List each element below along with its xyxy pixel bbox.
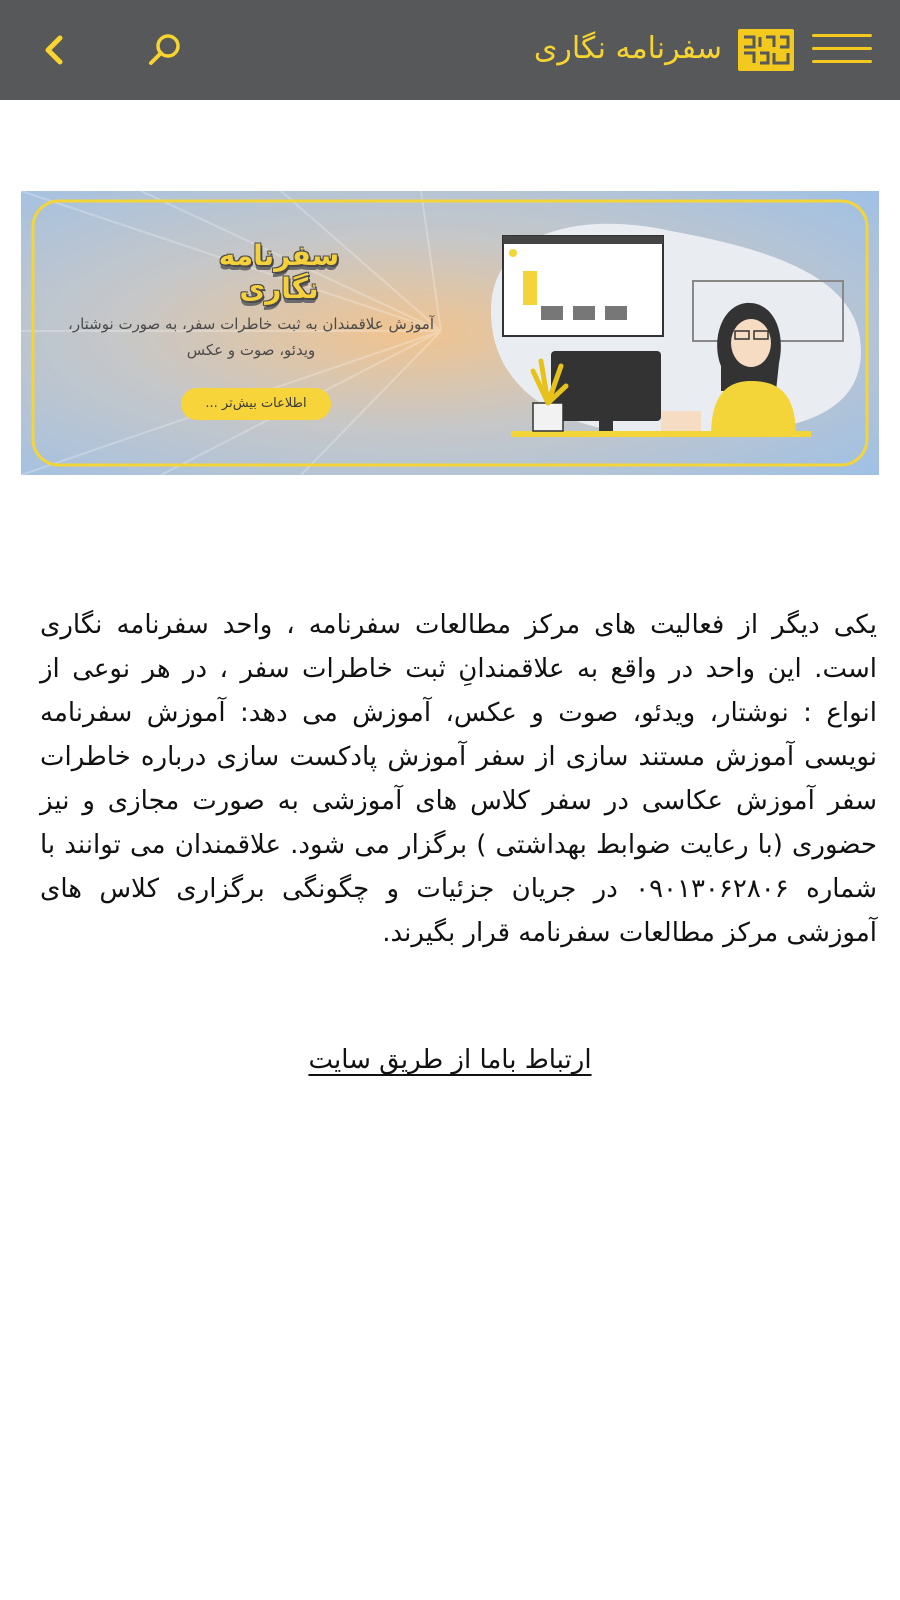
page-title: سفرنامه نگاری (533, 31, 722, 66)
chevron-left-icon (36, 28, 76, 72)
article-body: یکی دیگر از فعالیت های مرکز مطالعات سفرنامه ، واحد سفرنامه نگاری است. این واحد در واقع به علاقمندانِ ثبت خاطرات سفر ، در هر نوعی از انواع : نوشتار، ویدئو، صوت و عکس، آموزش می دهد: آموزش سفرنامه نویسی آموزش مستند سازی از سفر آموزش پادکست سازی درباره خاطرات سفر آموزش عکاسی در سفر کلاس های آموزشی به صورت مجازی و نیز حضوری (با رعایت ضوابط بهداشتی ) برگزار می شود. علاقمندان می توانند با شماره ۰۹۰۱۳۰۶۲۸۰۶ در جریان جزئیات و چگونگی برگزاری کلاس های آموزشی مرکز مطالعات سفرنامه قرار بگیرند. (40, 610, 877, 948)
search-button[interactable] (144, 28, 188, 72)
search-icon (144, 28, 188, 72)
menu-button[interactable] (812, 34, 874, 64)
menu-icon-line (812, 34, 872, 37)
contact-link[interactable]: ارتباط باما از طریق سایت (308, 1045, 592, 1075)
banner-description: آموزش علاقمندان به ثبت خاطرات سفر، به صورت نوشتار، ویدئو، صوت و عکس (68, 315, 434, 359)
back-button[interactable] (36, 28, 76, 72)
banner-title: سفرنامه نگاری (218, 239, 340, 305)
app-bar (0, 0, 900, 100)
menu-icon-line (812, 47, 872, 50)
logo[interactable] (738, 29, 794, 71)
menu-icon-line (812, 60, 872, 63)
promo-banner[interactable] (21, 191, 879, 475)
more-info-button[interactable]: اطلاعات بیش‌تر ... (181, 388, 331, 420)
contact-link-container (0, 1040, 900, 1080)
